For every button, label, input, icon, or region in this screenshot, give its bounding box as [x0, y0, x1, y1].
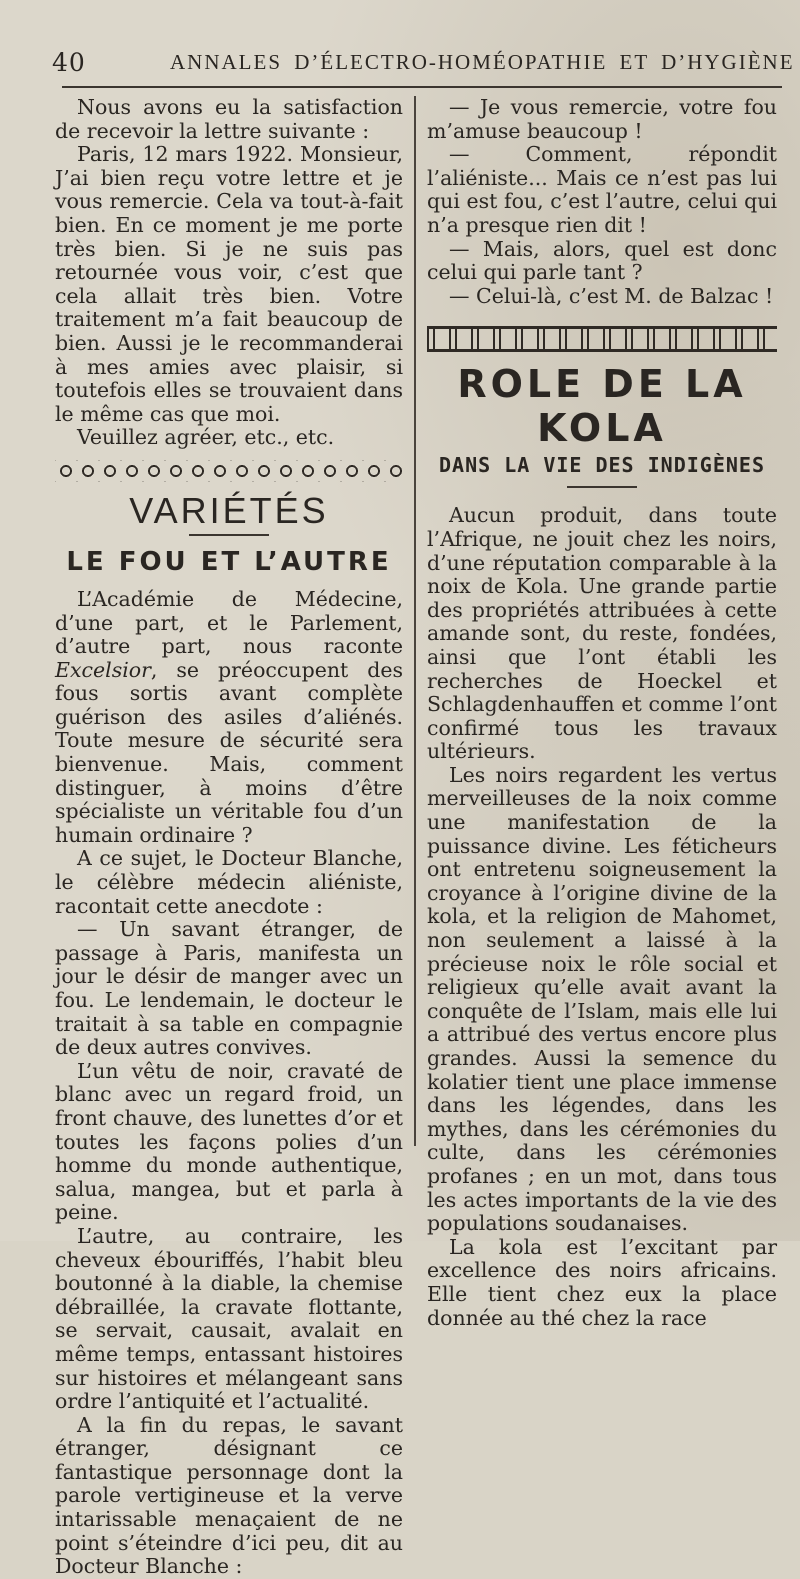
article-paragraph: A ce sujet, le Docteur Blanche, le célèbre médecin aliéniste, racontait cette anecdote : [55, 846, 403, 918]
newspaper-name: Excelsior [55, 657, 151, 682]
letter-paragraph: Paris, 12 mars 1922. Monsieur, J’ai bien reçu votre lettre et je vous remercie. Cela va tout-à-fait bien. En ce moment je me porte très bien. Si je ne suis pas retournée vous voir, c’est que cela allait très bien. Votre traitement m’a fait beaucoup de bien. Aussi je le recommanderai à mes amies avec plaisir, si toutefois elles se trouvaient dans le même cas que moi. [55, 142, 403, 426]
letter-closing: Veuillez agréer, etc., etc. [77, 425, 335, 450]
paragraph-text: L’Académie de Médecine, d’une part, et le Parlement, d’autre part, nous raconte [55, 586, 403, 659]
running-title: ANNALES D’ÉLECTRO-HOMÉOPATHIE ET D’HYGIÈNE [170, 50, 795, 74]
article-paragraph: L’autre, au contraire, les cheveux ébouriffés, l’habit bleu boutonné à la diable, la chemise débraillée, la cravate flottante, se servait, causait, avalait en même temps, entassant histoires sur histoires et mélangeant sans ordre l’antiquité et l’actualité. [55, 1223, 403, 1414]
article-paragraph [55, 588, 403, 848]
column-divider [414, 96, 416, 1146]
paragraph-text: , se préoccupent des fous sortis avant complète guérison des asiles d’aliénés. Toute mesure de sécurité sera bienvenue. Mais, comment distinguer, à moins d’être spécialiste un véritable fou d’un humain ordinaire ? [55, 657, 403, 847]
article-subtitle: DANS LA VIE DES INDIGÈNES [438, 453, 766, 478]
header-rule [62, 86, 782, 88]
intro-paragraph: Nous avons eu la satisfaction de recevoir la lettre suivante : [55, 95, 403, 143]
article-paragraph: Les noirs regardent les vertus merveilleuses de la noix comme une manifestation de la puissance divine. Les féticheurs ont entretenu soigneusement la croyance à l’origine divine de la kola, et la religion de Mahomet, non seulement a laissé à la précieuse noix le rôle social et religieux qu’elle avait avant la conquête de l’Islam, mais elle lui a attribué des vertus encore plus grandes. Aussi la semence du kolatier tient une place immense dans les légendes, dans les mythes, dans les cérémonies du culte, dans les cérémonies profanes ; en un mot, dans tous les actes importants de la vie des populations soudanaises. [427, 762, 777, 1236]
dialogue-line: — Celui-là, c’est M. de Balzac ! [449, 283, 774, 308]
ornamental-divider [427, 326, 777, 352]
left-column [55, 96, 403, 1579]
ornamental-divider [55, 460, 403, 482]
article-paragraph: — Un savant étranger, de passage à Paris, manifesta un jour le désir de manger avec un fou. Le lendemain, le docteur le traitait à sa table en compagnie de deux autres convives. [55, 917, 403, 1060]
section-rule [189, 534, 269, 536]
right-column [427, 96, 777, 1330]
article-paragraph: Aucun produit, dans toute l’Afrique, ne jouit chez les noirs, d’une réputation comparable à la noix de Kola. Une grande partie des propriétés attribuées à cette amande sont, du reste, fondées, ainsi que l’ont établi les recherches de Hoeckel et Schlagdenhauffen et comme l’ont confirmé tous les travaux ultérieurs. [427, 503, 777, 764]
article-paragraph: L’un vêtu de noir, cravaté de blanc avec un regard froid, un front chauve, des lunettes d’or et toutes les façons polies d’un homme du monde authentique, salua, mangea, but et parla à peine. [55, 1058, 403, 1225]
dialogue-line: — Je vous remercie, votre fou m’amuse beaucoup ! [427, 95, 777, 143]
article-paragraph: La kola est l’excitant par excellence des noirs africains. Elle tient chez eux la place donnée au thé chez la race [427, 1234, 777, 1330]
article-title-kola: ROLE DE LA KOLA [457, 362, 747, 451]
dialogue-line: — Mais, alors, quel est donc celui qui parle tant ? [427, 236, 777, 285]
page-number: 40 [52, 48, 86, 77]
article-title-fou: LE FOU ET L’AUTRE [66, 546, 392, 577]
article-paragraph: A la fin du repas, le savant étranger, désignant ce fantastique personnage dont la parole vertigineuse et la verve intarissable menaçaient de ne point s’éteindre d’ici peu, dit au Docteur Blanche : [55, 1412, 403, 1579]
dialogue-line: — Comment, répondit l’aliéniste... Mais ce n’est pas lui qui est fou, c’est l’autre, celui qui n’a presque rien dit ! [427, 142, 777, 237]
section-title: VARIÉTÉS [129, 489, 329, 531]
title-rule [567, 486, 637, 488]
page-header [0, 48, 800, 88]
